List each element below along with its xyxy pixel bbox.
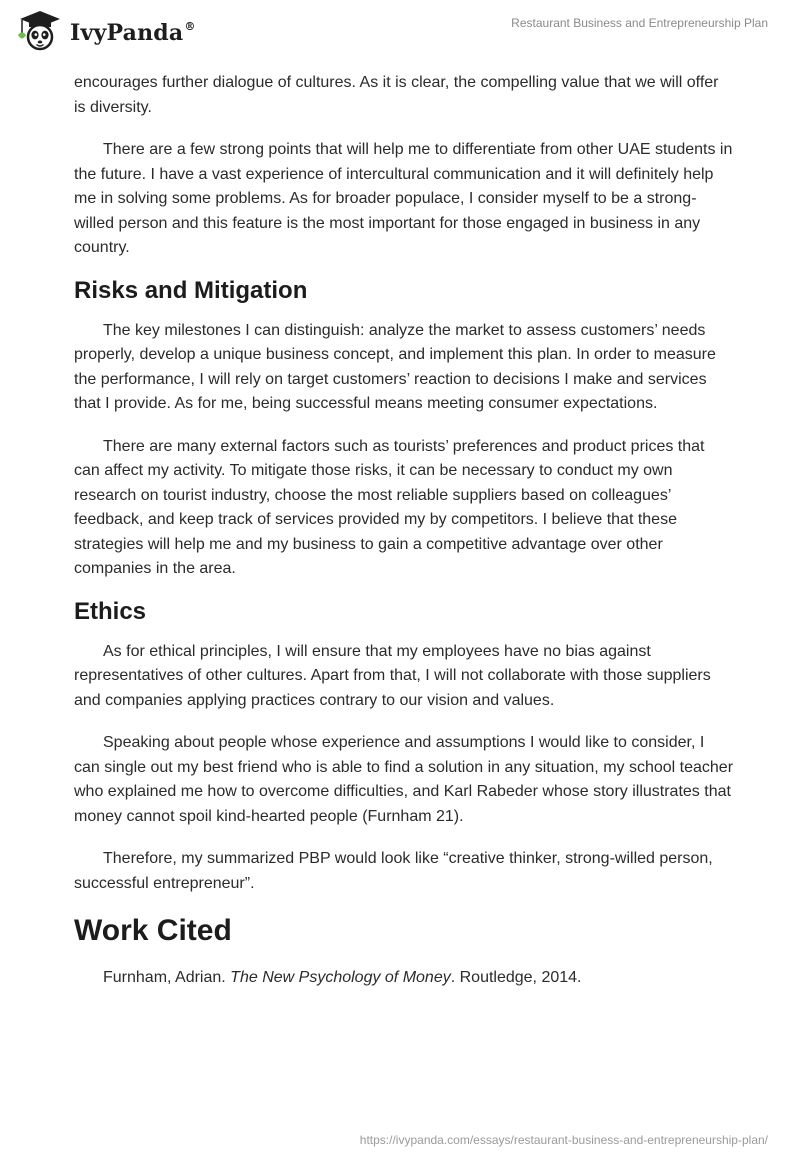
brand-name: IvyPanda® (70, 19, 196, 46)
paragraph-external-factors: There are many external factors such as tourists’ preferences and product prices that can affect my activity. To mitigate those risks, it can be necessary to conduct my own research on tourist industry, choose the most reliable suppliers based on colleagues’ feedback, and keep track of services provided my by competitors. I believe that these strategies will help me and my business to gain a competitive advantage over other companies in the area. (74, 437, 705, 577)
paragraph-summary: Therefore, my summarized PBP would look like “creative thinker, strong-willed person, successful entrepreneur”. (74, 850, 713, 892)
citation-title: The New Psychology of Money (230, 969, 451, 986)
article-body (74, 71, 734, 991)
source-url[interactable]: https://ivypanda.com/essays/restaurant-business-and-entrepreneurship-plan/ (359, 1133, 768, 1147)
citation-entry (74, 966, 734, 991)
paragraph-intro: encourages further dialogue of cultures. As it is clear, the compelling value that we will offer is diversity. (74, 74, 719, 116)
paragraph-strong-points: There are a few strong points that will help me to differentiate from other UAE students in the future. I have a vast experience of intercultural communication and it will definitely help me in solving some problems. As for broader populace, I consider myself to be a strong-willed person and this feature is the most important for those engaged in business in any country. (74, 141, 733, 256)
citation-author: Furnham, Adrian. (103, 969, 231, 986)
panda-graduate-logo-icon (14, 8, 64, 52)
heading-work-cited: Work Cited (74, 914, 232, 947)
ivypanda-logo[interactable] (14, 8, 196, 52)
paragraph-milestones: The key milestones I can distinguish: analyze the market to assess customers’ needs properly, develop a unique business concept, and implement this plan. In order to measure the performance, I will rely on target customers’ reaction to decisions I make and services that I provide. As for me, being successful means meeting consumer expectations. (74, 321, 716, 412)
heading-ethics: Ethics (74, 597, 147, 625)
heading-risks-and-mitigation: Risks and Mitigation (74, 276, 308, 304)
document-title: Restaurant Business and Entrepreneurship Plan (511, 16, 768, 30)
citation-publisher: . Routledge, 2014. (450, 969, 582, 986)
paragraph-ethical-principles: As for ethical principles, I will ensure that my employees have no bias against representatives of other cultures. Apart from that, I will not collaborate with those suppliers and companies applying practices contrary to our vision and values. (74, 642, 711, 709)
page-header (0, 0, 800, 64)
paragraph-people: Speaking about people whose experience and assumptions I would like to consider, I can single out my best friend who is able to find a solution in any situation, my school teacher who explained me how to overcome difficulties, and Karl Rabeder whose story illustrates that money cannot spoil kind-hearted people (Furnham 21). (74, 734, 734, 825)
